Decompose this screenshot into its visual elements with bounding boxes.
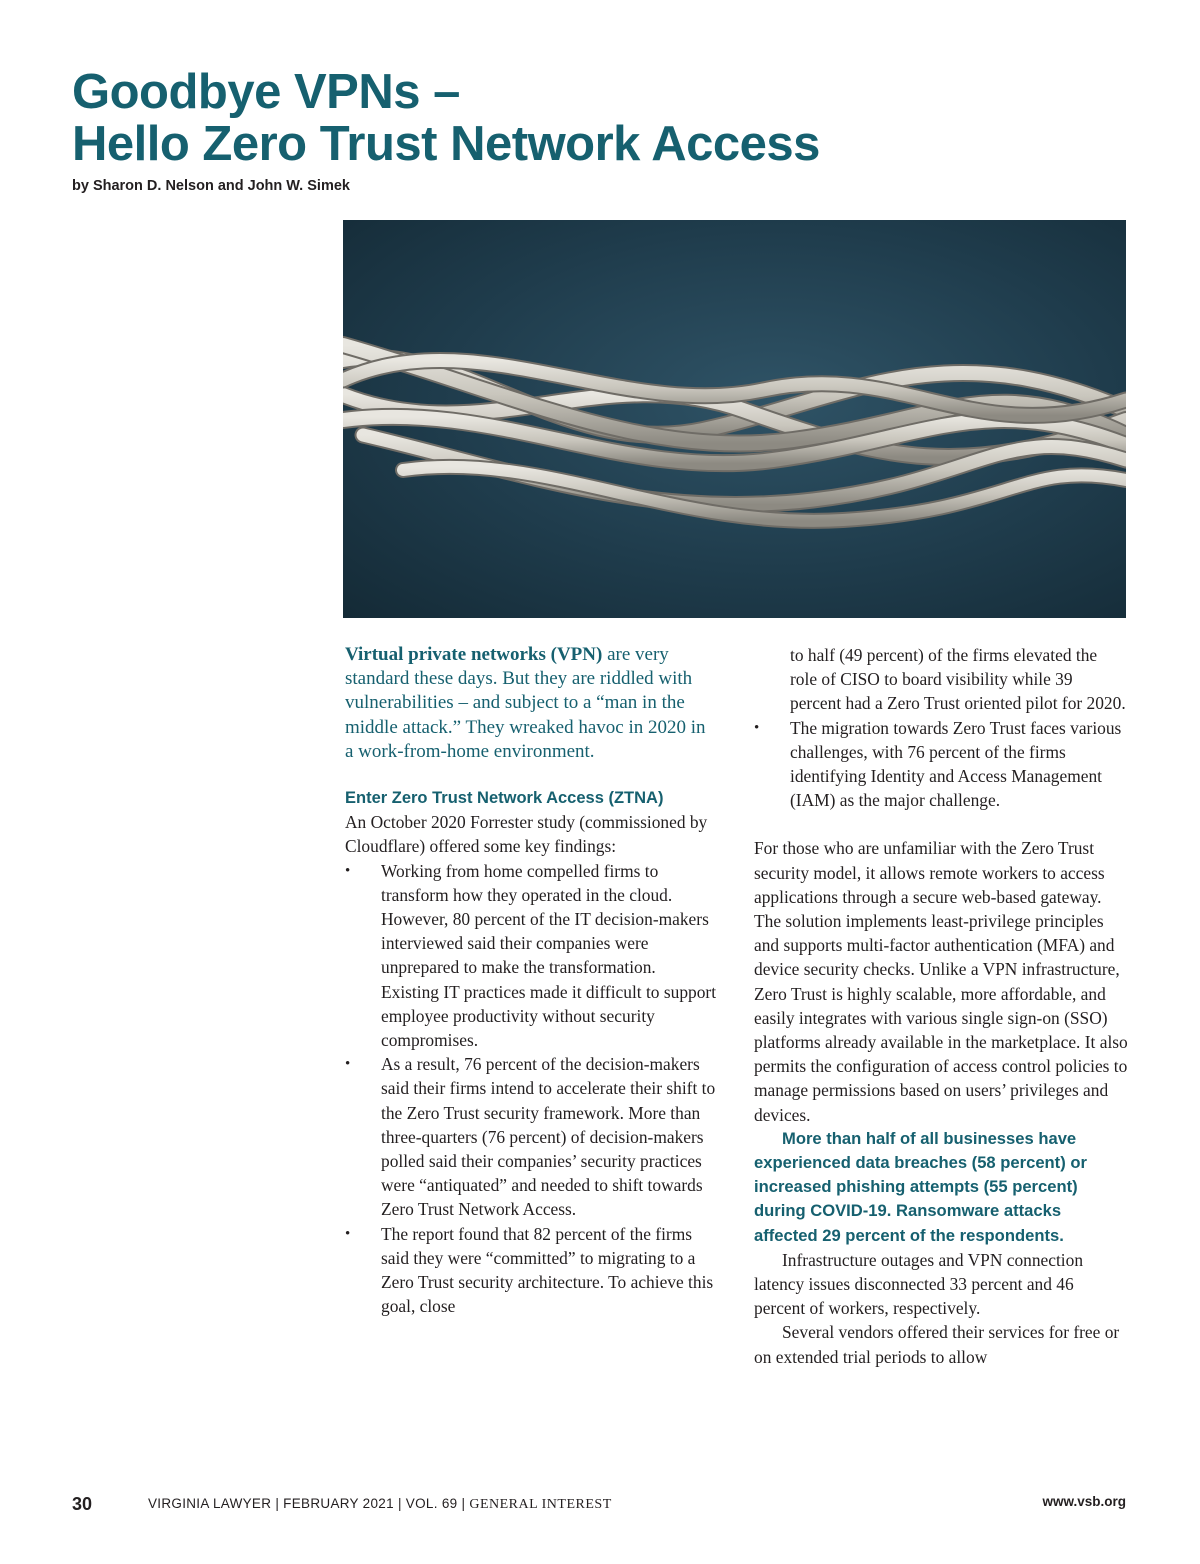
magazine-issue: VIRGINIA LAWYER | FEBRUARY 2021 | VOL. 69 | — [148, 1496, 470, 1511]
vendors-paragraph: Several vendors offered their services for free or on extended trial periods to allow — [754, 1322, 1120, 1367]
article-title — [72, 66, 1132, 170]
zero-trust-explanation: For those who are unfamiliar with the Zero Trust security model, it allows remote workers to access applications through a secure web-based gateway. The solution implements least-privilege principles and supports multi-factor authentication (MFA) and device security checks. Unlike a VPN infrastructure, Zero Trust is highly scalable, more affordable, and easily integrates with various single sign-on (SSO) platforms already available in the marketplace. It also permits the configuration of access control policies to manage permissions based on users’ privileges and devices. — [754, 838, 1128, 1125]
study-intro: An October 2020 Forrester study (commissioned by Cloudflare) offered some key findings: — [345, 812, 708, 857]
pull-quote: More than half of all businesses have experienced data breaches (58 percent) or increased phishing attempts (55 percent) during COVID-19. Ransomware attacks affected 29 percent of the respondents. — [754, 1128, 1087, 1245]
left-column — [345, 643, 717, 1318]
findings-list — [345, 859, 717, 1319]
section-name: GENERAL INTEREST — [469, 1497, 612, 1512]
twisted-cables-icon — [343, 220, 1126, 618]
finding-item: • The migration towards Zero Trust faces various challenges, with 76 percent of the firms identifying Identity and Access Management (IAM) as the major challenge. — [754, 716, 1128, 813]
page-number: 30 — [72, 1494, 93, 1514]
right-column — [754, 643, 1128, 1369]
section-heading: Enter Zero Trust Network Access (ZTNA) — [345, 789, 664, 808]
lede-paragraph — [345, 643, 717, 764]
lede-bold: Virtual private networks (VPN) — [345, 644, 603, 665]
finding-item: • As a result, 76 percent of the decision-makers said their firms intend to accelerate their shift to the Zero Trust security framework. More than three-quarters (76 percent) of decision-makers polled said their companies’ security practices were “antiquated” and needed to shift towards Zero Trust Network Access. — [345, 1052, 717, 1221]
paragraph-spacer — [754, 812, 1128, 836]
lede-text: are very standard these days. But they are riddled with vulnerabilities – and subject to a “man in the middle attack.” They wreaked havoc in 2020 in a work-from-home environment. — [345, 644, 706, 762]
finding-continuation: to half (49 percent) of the firms elevated the role of CISO to board visibility while 39 percent had a Zero Trust oriented pilot for 2020. — [790, 645, 1126, 714]
title-line-1: Goodbye VPNs – — [72, 65, 460, 119]
cables-photo — [343, 220, 1126, 618]
publication-info — [148, 1496, 612, 1513]
finding-item: • The report found that 82 percent of the firms said they were “committed” to migrating to a Zero Trust security architecture. To achieve this goal, close — [345, 1222, 717, 1319]
findings-list-continued — [754, 716, 1128, 813]
outage-paragraph: Infrastructure outages and VPN connection latency issues disconnected 33 percent and 46 percent of workers, respectively. — [754, 1249, 1084, 1319]
website-url: www.vsb.org — [1042, 1494, 1126, 1509]
title-line-2: Hello Zero Trust Network Access — [72, 117, 820, 171]
byline: by Sharon D. Nelson and John W. Simek — [72, 178, 350, 194]
finding-item: • Working from home compelled firms to transform how they operated in the cloud. However, 80 percent of the IT decision-makers interviewed said their companies were unprepared to make the transformation. Existing IT practices made it difficult to support employee productivity without security compromises. — [345, 859, 717, 1053]
